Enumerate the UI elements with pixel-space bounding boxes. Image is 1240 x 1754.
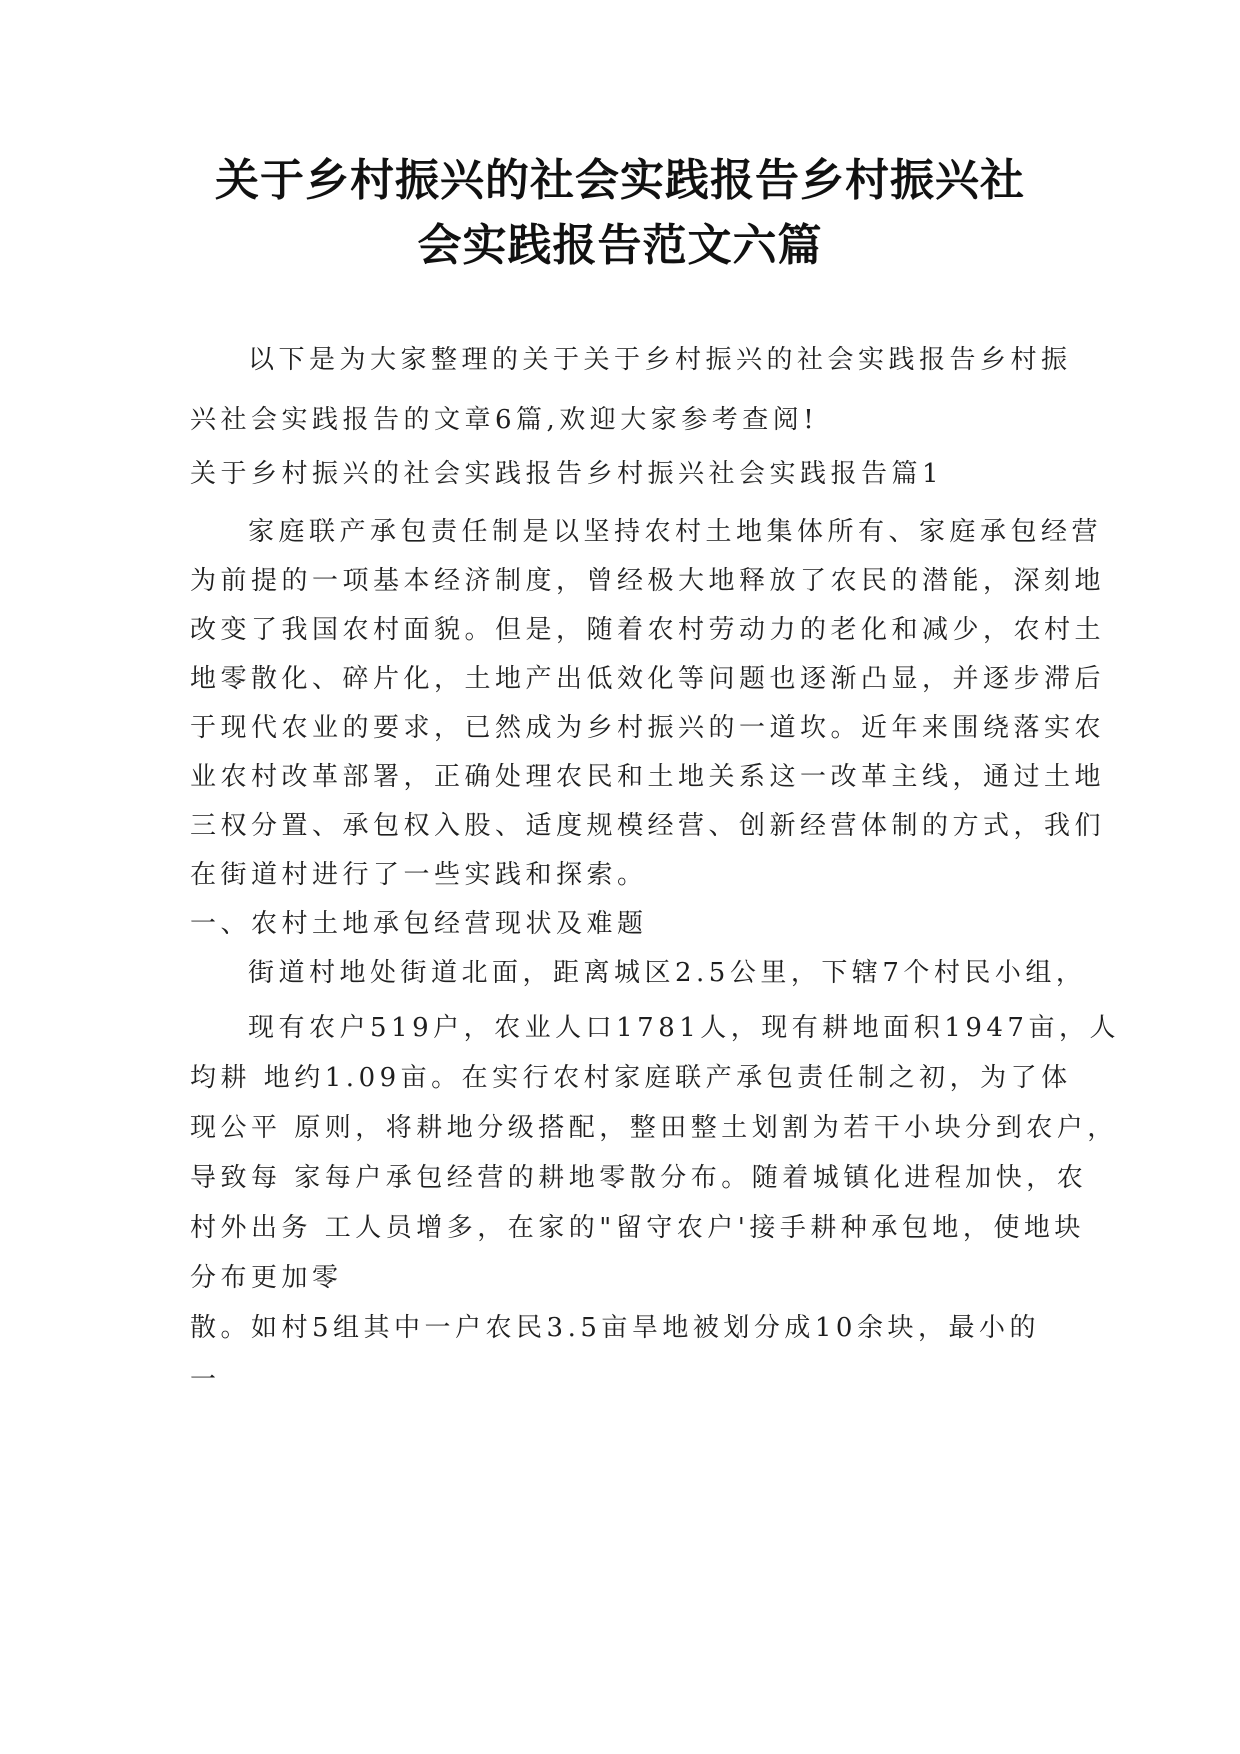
body-line: 均耕 地约1.09亩。在实行农村家庭联产承包责任制之初，为了体 — [190, 1063, 1072, 1093]
body-line: 家庭联产承包责任制是以坚持农村土地集体所有、家庭承包经营 — [248, 517, 1103, 547]
body-line: 一、农村土地承包经营现状及难题 — [190, 909, 648, 939]
intro-line-1: 以下是为大家整理的关于关于乡村振兴的社会实践报告乡村振 — [248, 345, 1072, 375]
document-title-line-2: 会实践报告范文六篇 — [417, 220, 823, 271]
body-line: 导致每 家每户承包经营的耕地零散分布。随着城镇化进程加快，农 — [190, 1163, 1088, 1193]
body-line: 为前提的一项基本经济制度，曾经极大地释放了农民的潜能，深刻地 — [190, 566, 1106, 596]
body-line: 业农村改革部署，正确处理农民和土地关系这一改革主线，通过土地 — [190, 762, 1106, 792]
body-line: 改变了我国农村面貌。但是，随着农村劳动力的老化和减少，农村土 — [190, 615, 1106, 645]
body-line: 三权分置、承包权入股、适度规模经营、创新经营体制的方式，我们 — [190, 811, 1106, 841]
body-line: 现有农户519户，农业人口1781人，现有耕地面积1947亩，人 — [248, 1013, 1120, 1043]
intro-line-2: 兴社会实践报告的文章6篇,欢迎大家参考查阅! — [190, 405, 819, 435]
section-heading: 关于乡村振兴的社会实践报告乡村振兴社会实践报告篇1 — [190, 459, 944, 489]
body-line: 一 — [190, 1365, 221, 1395]
body-line: 于现代农业的要求，已然成为乡村振兴的一道坎。近年来围绕落实农 — [190, 713, 1106, 743]
body-line: 村外出务 工人员增多，在家的"留守农户'接手耕种承包地，使地块 — [190, 1213, 1085, 1243]
subsection-heading: 街道村地处街道北面，距离城区2.5公里，下辖7个村民小组， — [248, 958, 1087, 988]
body-line: 散。如村5组其中一户农民3.5亩旱地被划分成10余块，最小的 — [190, 1313, 1040, 1343]
body-line: 地零散化、碎片化，土地产出低效化等问题也逐渐凸显，并逐步滞后 — [190, 664, 1106, 694]
document-title-line-1: 关于乡村振兴的社会实践报告乡村振兴社 — [215, 155, 1025, 206]
body-line: 在街道村进行了一些实践和探索。 — [190, 860, 648, 890]
body-line: 现公平 原则，将耕地分级搭配，整田整土划割为若干小块分到农户， — [190, 1113, 1118, 1143]
body-line: 分布更加零 — [190, 1263, 343, 1293]
